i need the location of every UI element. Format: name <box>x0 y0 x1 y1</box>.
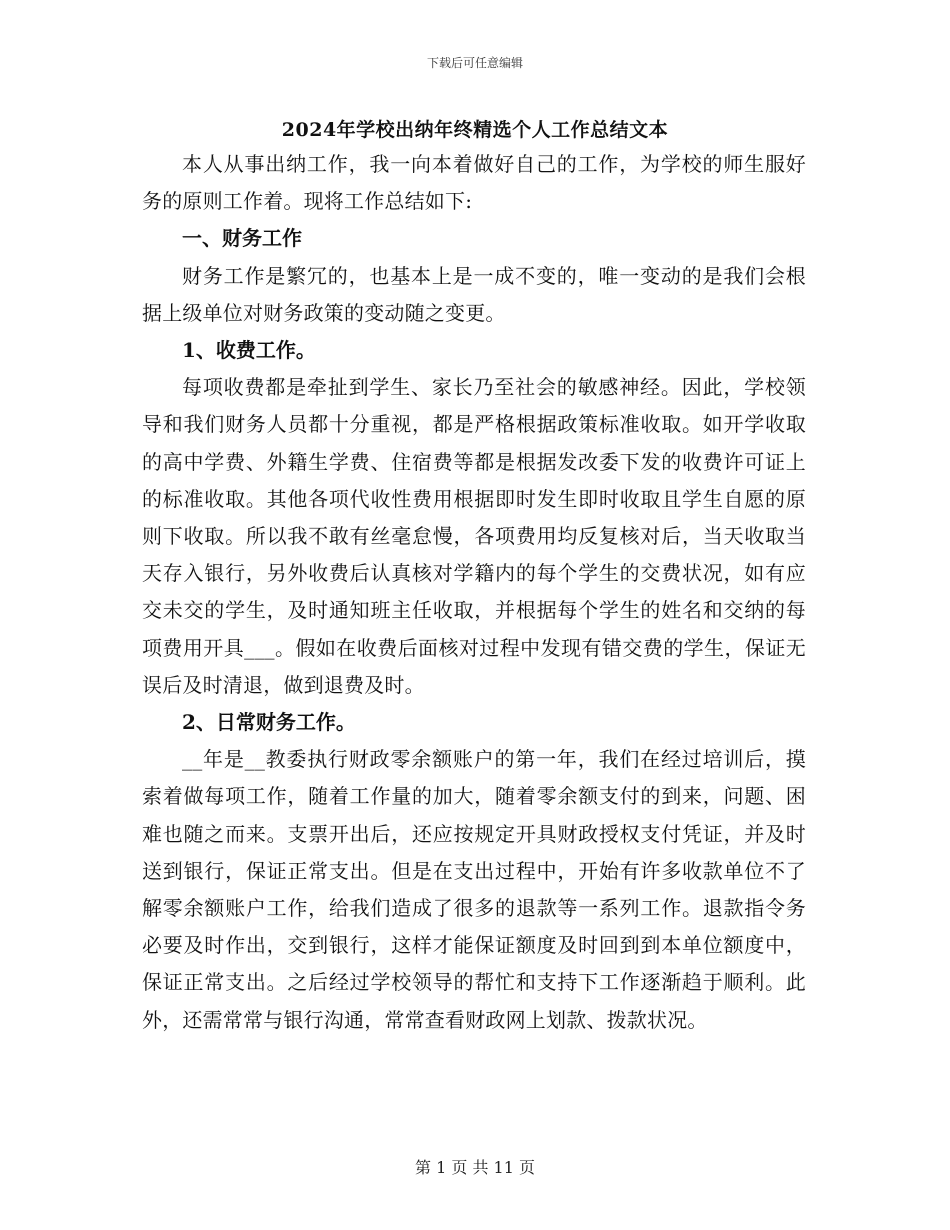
daily-finance-paragraph: __年是__教委执行财政零余额账户的第一年，我们在经过培训后，摸索着做每项工作，随着工作量的加大，随着零余额支付的到来，问题、困难也随之而来。支票开出后，还应按规定开具财政授权支付凭证，并及时送到银行，保证正常支出。但是在支出过程中，开始有许多收款单位不了解零余额账户工作，给我们造成了很多的退款等一系列工作。退款指令务必要及时作出，交到银行，这样才能保证额度及时回到到本单位额度中，保证正常支出。之后经过学校领导的帮忙和支持下工作逐渐趋于顺利。此外，还需常常与银行沟通，常常查看财政网上划款、拨款状况。 <box>142 747 806 1032</box>
page-number-footer: 第 1 页 共 11 页 <box>415 1158 535 1177</box>
subsection-heading-daily-finance: 2、日常财务工作。 <box>182 710 356 735</box>
subsection-heading-fees: 1、收费工作。 <box>182 338 316 363</box>
finance-paragraph: 财务工作是繁冗的，也基本上是一成不变的，唯一变动的是我们会根据上级单位对财务政策的变动随之变更。 <box>142 263 806 325</box>
header-editable-note: 下载后可任意编辑 <box>426 56 523 70</box>
section-heading-finance: 一、财务工作 <box>182 226 302 251</box>
document-body <box>142 146 806 1039</box>
intro-paragraph: 本人从事出纳工作，我一向本着做好自己的工作，为学校的师生服好务的原则工作着。现将工作总结如下: <box>142 152 806 214</box>
fees-paragraph: 每项收费都是牵扯到学生、家长乃至社会的敏感神经。因此，学校领导和我们财务人员都十分重视，都是严格根据政策标准收取。如开学收取的高中学费、外籍生学费、住宿费等都是根据发改委下发的收费许可证上的标准收取。其他各项代收性费用根据即时发生即时收取且学生自愿的原则下收取。所以我不敢有丝毫怠慢，各项费用均反复核对后，当天收取当天存入银行，另外收费后认真核对学籍内的每个学生的交费状况，如有应交未交的学生，及时通知班主任收取，并根据每个学生的姓名和交纳的每项费用开具___。假如在收费后面核对过程中发现有错交费的学生，保证无误后及时清退，做到退费及时。 <box>142 375 806 697</box>
document-title: 2024年学校出纳年终精选个人工作总结文本 <box>281 119 669 141</box>
